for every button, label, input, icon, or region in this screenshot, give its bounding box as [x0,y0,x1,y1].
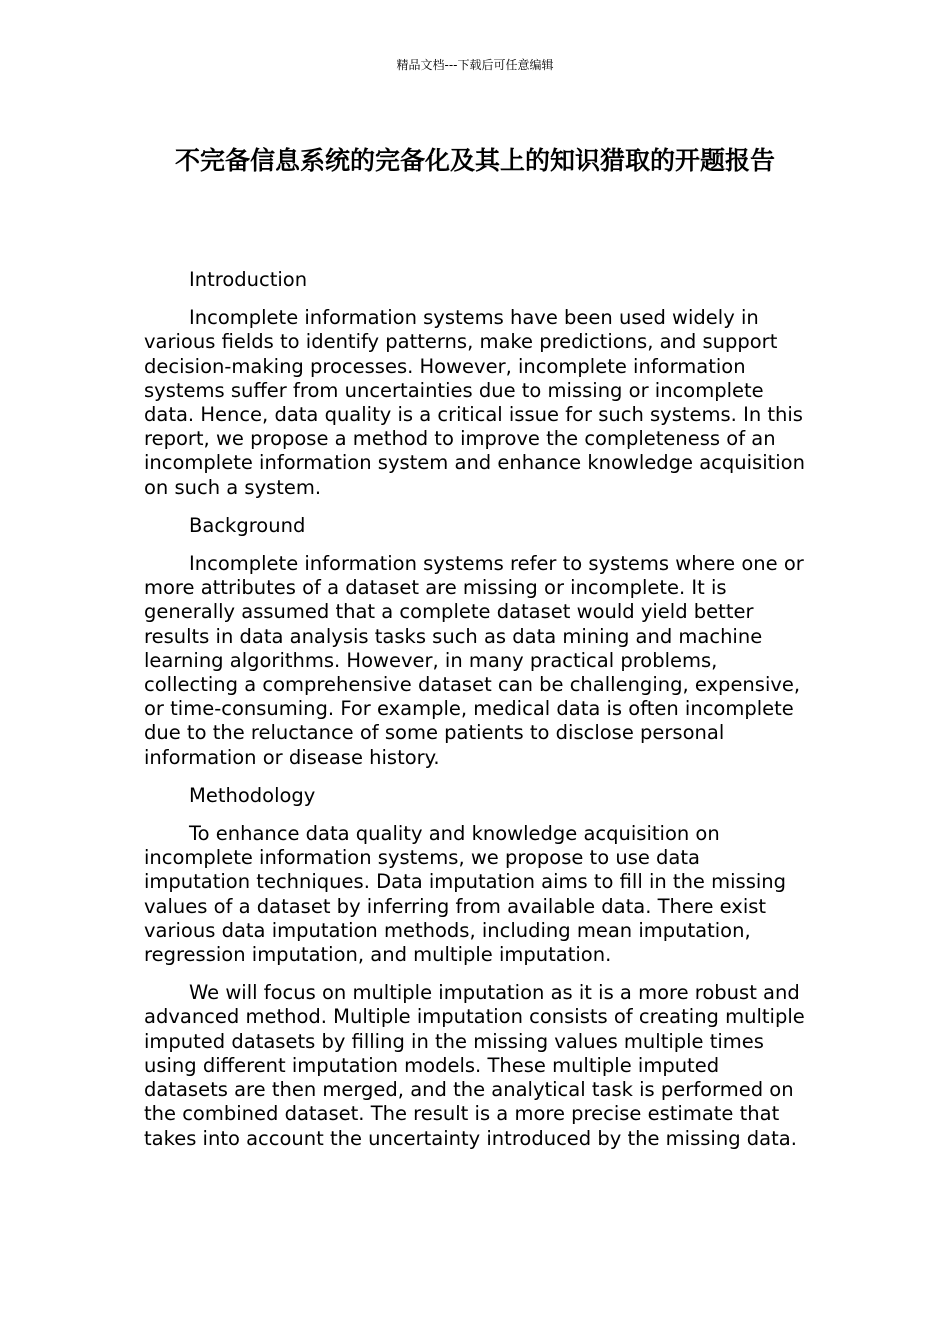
page-header: 精品文档---下载后可任意编辑 [396,58,554,72]
document-body [144,268,806,1165]
paragraph-introduction: Incomplete information systems have been used widely in various fields to identify patterns, make predictions, and support decision-making processes. However, incomplete information systems suffer from uncertainties due to missing or incomplete data. Hence, data quality is a critical issue for such systems. In this report, we propose a method to improve the completeness of an incomplete information system and enhance knowledge acquisition on such a system. [144,306,805,499]
paragraph-background: Incomplete information systems refer to systems where one or more attributes of a dataset are missing or incomplete. It is generally assumed that a complete dataset would yield better results in data analysis tasks such as data mining and machine learning algorithms. However, in many practical problems, collecting a comprehensive dataset can be challenging, expensive, or time-consuming. For example, medical data is often incomplete due to the reluctance of some patients to disclose personal information or disease history. [144,552,804,769]
heading-introduction: Introduction [189,268,308,291]
paragraph-methodology-1: To enhance data quality and knowledge acquisition on incomplete information systems, we propose to use data imputation techniques. Data imputation aims to fill in the missing values of a dataset by inferring from available data. There exist various data imputation methods, including mean imputation, regression imputation, and multiple imputation. [144,822,787,967]
heading-background: Background [189,513,306,537]
document-title: 不完备信息系统的完备化及其上的知识猎取的开题报告 [174,146,775,175]
paragraph-methodology-2: We will focus on multiple imputation as it is a more robust and advanced method. Multiple imputation consists of creating multiple imputed datasets by filling in the missing values multiple times using different imputation models. These multiple imputed datasets are then merged, and the analytical task is performed on the combined dataset. The result is a more precise estimate that takes into account the uncertainty introduced by the missing data. [144,981,805,1150]
heading-methodology: Methodology [189,783,316,807]
